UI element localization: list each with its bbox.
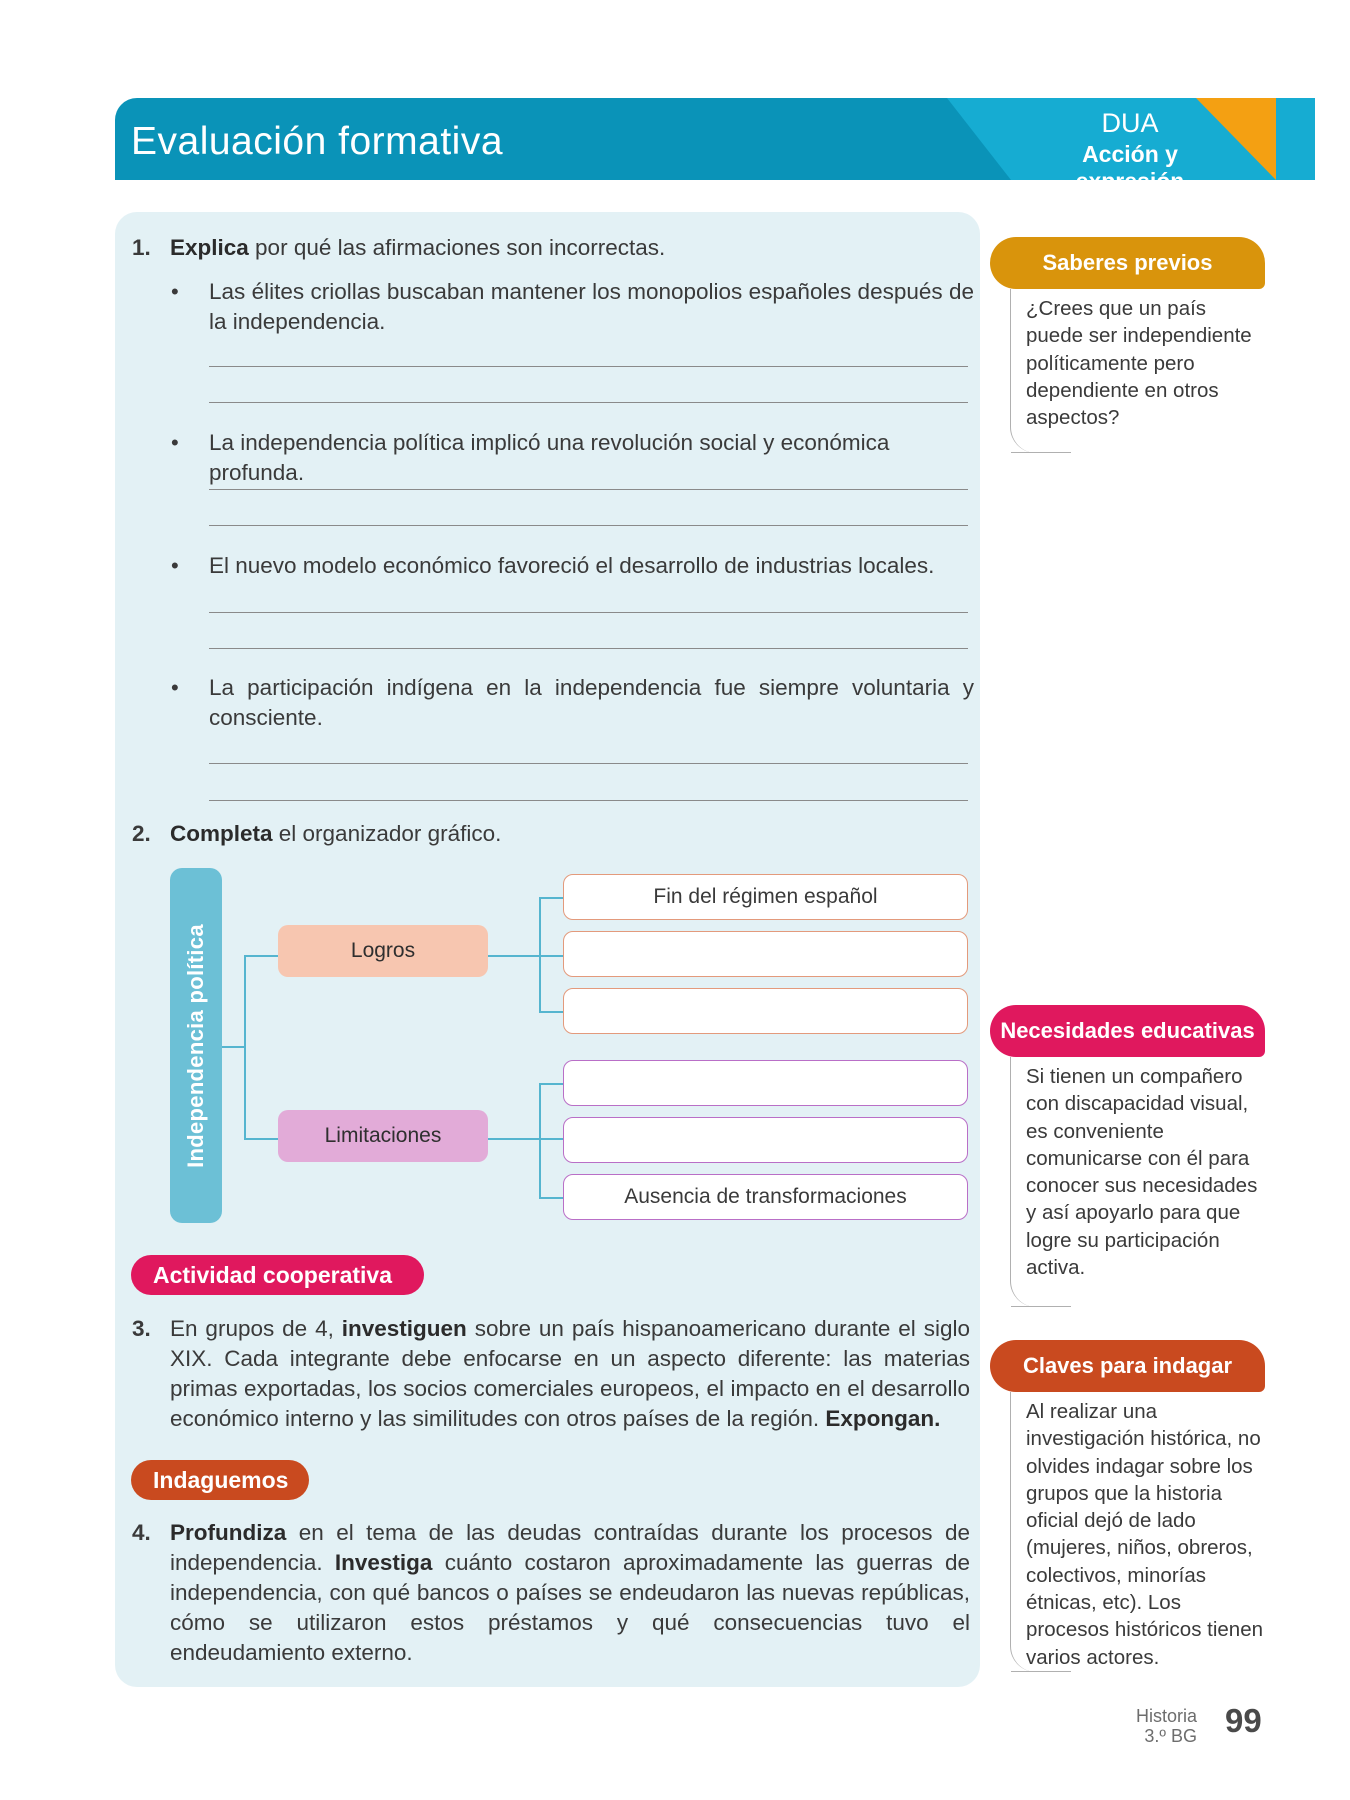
statement-3 — [171, 551, 974, 581]
question-1 — [132, 233, 970, 263]
statement-text: Las élites criollas buscaban mantener los monopolios españoles después de la independencia. — [209, 279, 974, 334]
answer-line[interactable] — [209, 489, 968, 490]
connector — [244, 1138, 278, 1140]
bullet-icon: • — [171, 553, 179, 578]
necesidades-educativas-box — [1010, 1057, 1266, 1307]
box-border — [1011, 1671, 1071, 1672]
claves-para-indagar-text: Al realizar una investigación histórica, no olvides indagar sobre los grupos que la historia oficial dejó de lado (mujeres, niños, obreros, colectivos, minorías étnicas, etc). Los procesos históricos tienen varios actores. — [1026, 1400, 1264, 1669]
answer-line[interactable] — [209, 525, 968, 526]
question-verb: Explica — [170, 235, 249, 260]
answer-line[interactable] — [209, 402, 968, 403]
connector — [539, 1083, 541, 1198]
connector — [539, 897, 563, 899]
section-title: Evaluación formativa — [131, 120, 504, 163]
connector — [488, 1138, 540, 1140]
question-verb: Completa — [170, 821, 273, 846]
footer-subject — [1115, 1706, 1197, 1746]
question-verb: Investiga — [334, 1550, 433, 1575]
statement-text: El nuevo modelo económico favoreció el desarrollo de industrias locales. — [209, 553, 935, 578]
box-border — [1011, 1306, 1071, 1307]
question-verb: Profundiza — [170, 1520, 287, 1545]
question-4 — [132, 1518, 970, 1668]
statement-4 — [171, 673, 974, 733]
saberes-previos-text: ¿Crees que un país puede ser independiente políticamente pero dependiente en otros aspectos? — [1026, 297, 1252, 430]
question-number: 3. — [132, 1316, 151, 1341]
bullet-icon: • — [171, 675, 179, 700]
question-number: 1. — [132, 235, 151, 260]
connector — [244, 955, 278, 957]
connector — [539, 1197, 563, 1199]
answer-line[interactable] — [209, 612, 968, 613]
claves-para-indagar-box — [1010, 1392, 1266, 1672]
statement-1 — [171, 277, 974, 337]
answer-line[interactable] — [209, 763, 968, 764]
necesidades-educativas-header: Necesidades educativas — [990, 1005, 1265, 1057]
logros-box-3[interactable] — [563, 988, 968, 1034]
dua-label-group — [1045, 108, 1215, 195]
logros-box-1[interactable]: Fin del régimen español — [563, 874, 968, 920]
statement-text: La independencia política implicó una revolución social y económica profunda. — [209, 430, 890, 485]
logros-box-2[interactable] — [563, 931, 968, 977]
connector — [539, 1138, 563, 1140]
statement-text: La participación indígena en la independencia fue siempre voluntaria y consciente. — [209, 675, 974, 730]
necesidades-educativas-text: Si tienen un compañero con discapacidad visual, es conveniente comunicarse con él para conocer sus necesidades y así apoyarlo para que logre su participación activa. — [1026, 1065, 1258, 1280]
question-number: 4. — [132, 1520, 151, 1545]
subject-name: Historia — [1135, 1706, 1197, 1726]
question-text: En grupos de 4, — [170, 1316, 342, 1341]
organizer-limitaciones: Limitaciones — [278, 1110, 488, 1162]
bullet-icon: • — [171, 430, 179, 455]
question-text: por qué las afirmaciones son incorrectas. — [248, 235, 666, 260]
organizer-root-label: Independencia política — [183, 923, 208, 1168]
limitaciones-box-1[interactable] — [563, 1060, 968, 1106]
claves-para-indagar-header: Claves para indagar — [990, 1340, 1265, 1392]
saberes-previos-box — [1010, 289, 1266, 453]
question-3 — [132, 1314, 970, 1434]
connector — [539, 955, 563, 957]
section-header — [115, 98, 1276, 194]
dua-label: DUA — [1101, 108, 1159, 138]
answer-line[interactable] — [209, 366, 968, 367]
saberes-previos-header: Saberes previos — [990, 237, 1265, 289]
question-number: 2. — [132, 821, 151, 846]
answer-line[interactable] — [209, 648, 968, 649]
statement-2 — [171, 428, 974, 488]
grade-label: 3.º BG — [1144, 1726, 1197, 1746]
limitaciones-box-3[interactable]: Ausencia de transformaciones — [563, 1174, 968, 1220]
connector — [222, 1046, 245, 1048]
connector — [488, 955, 540, 957]
organizer-logros: Logros — [278, 925, 488, 977]
question-text: el organizador gráfico. — [272, 821, 502, 846]
question-text: en el tema de las deudas contraídas durante los procesos de independencia. — [170, 1520, 970, 1575]
dua-subtitle: Acción y expresión — [1075, 141, 1185, 194]
answer-line[interactable] — [209, 800, 968, 801]
connector — [539, 1011, 563, 1013]
question-closing: Expongan. — [825, 1406, 941, 1431]
question-text: cuánto costaron aproximadamente las guerras de independencia, con qué bancos o países se endeudaron las nuevas repúblicas, cómo se utilizaron estos préstamos y qué consecuencias tuvo el endeudamiento externo. — [170, 1550, 970, 1665]
connector — [539, 1083, 563, 1085]
question-text: sobre un país hispanoamericano durante el siglo XIX. Cada integrante debe enfocarse en un aspecto diferente: las materias primas exportadas, los socios comerciales europeos, el impacto en el desarrollo económico interno y las similitudes con otros países de la región. — [170, 1316, 970, 1431]
cooperative-activity-badge: Actividad cooperativa — [131, 1255, 424, 1295]
question-verb: investiguen — [341, 1316, 467, 1341]
page-number: 99 — [1225, 1702, 1262, 1739]
bullet-icon: • — [171, 279, 179, 304]
question-2 — [132, 819, 970, 849]
limitaciones-box-2[interactable] — [563, 1117, 968, 1163]
organizer-root — [170, 868, 222, 1223]
connector — [244, 955, 246, 1139]
box-border — [1011, 452, 1071, 453]
indaguemos-badge: Indaguemos — [131, 1460, 309, 1500]
